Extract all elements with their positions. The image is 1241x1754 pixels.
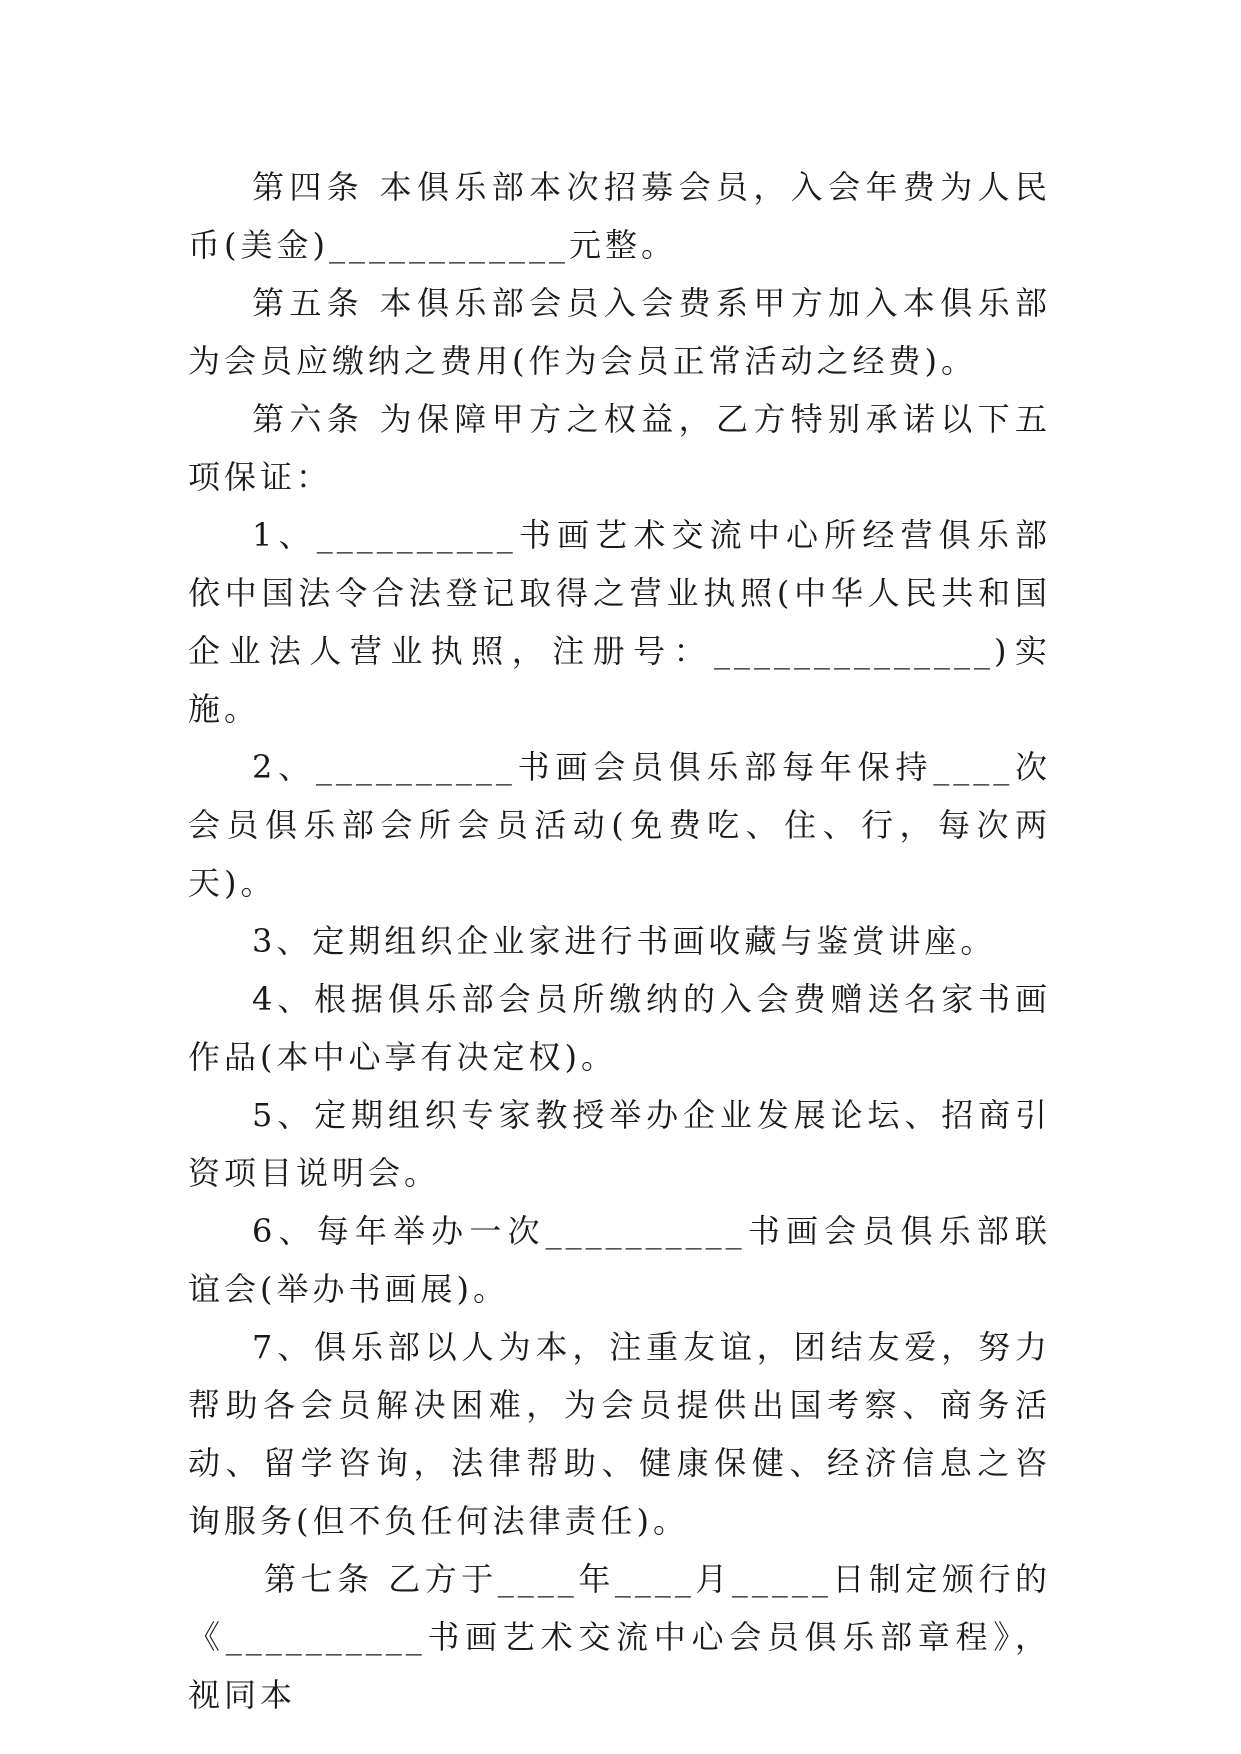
- guarantee-item-7: 7、俱乐部以人为本，注重友谊，团结友爱，努力帮助各会员解决困难，为会员提供出国考察、商务活动、留学咨询，法律帮助、健康保健、经济信息之咨询服务(但不负任何法律责任)。: [188, 1328, 1051, 1540]
- article-5-paragraph: 第五条 本俱乐部会员入会费系甲方加入本俱乐部为会员应缴纳之费用(作为会员正常活动之经费)。: [188, 284, 1051, 380]
- guarantee-item-3: 3、定期组织企业家进行书画收藏与鉴赏讲座。: [252, 922, 997, 960]
- article-7-paragraph: 第七条 乙方于____年____月_____日制定颁行的《__________书画艺术交流中心会员俱乐部章程》，视同本: [188, 1560, 1051, 1714]
- document-body: [188, 158, 1051, 1724]
- guarantee-item-1: 1、__________书画艺术交流中心所经营俱乐部依中国法令合法登记取得之营业执照(中华人民共和国企业法人营业执照，注册号：______________)实施。: [188, 516, 1051, 728]
- article-4-paragraph: 第四条 本俱乐部本次招募会员，入会年费为人民币(美金)____________元整。: [188, 168, 1051, 264]
- guarantee-item-6: 6、每年举办一次__________书画会员俱乐部联谊会(举办书画展)。: [188, 1212, 1051, 1308]
- guarantee-item-5: 5、定期组织专家教授举办企业发展论坛、招商引资项目说明会。: [188, 1096, 1051, 1192]
- guarantee-item-4: 4、根据俱乐部会员所缴纳的入会费赠送名家书画作品(本中心享有决定权)。: [188, 980, 1051, 1076]
- article-6-paragraph: 第六条 为保障甲方之权益，乙方特别承诺以下五项保证：: [188, 400, 1051, 496]
- guarantee-item-2: 2、__________书画会员俱乐部每年保持____次会员俱乐部会所会员活动(免费吃、住、行，每次两天)。: [188, 748, 1051, 902]
